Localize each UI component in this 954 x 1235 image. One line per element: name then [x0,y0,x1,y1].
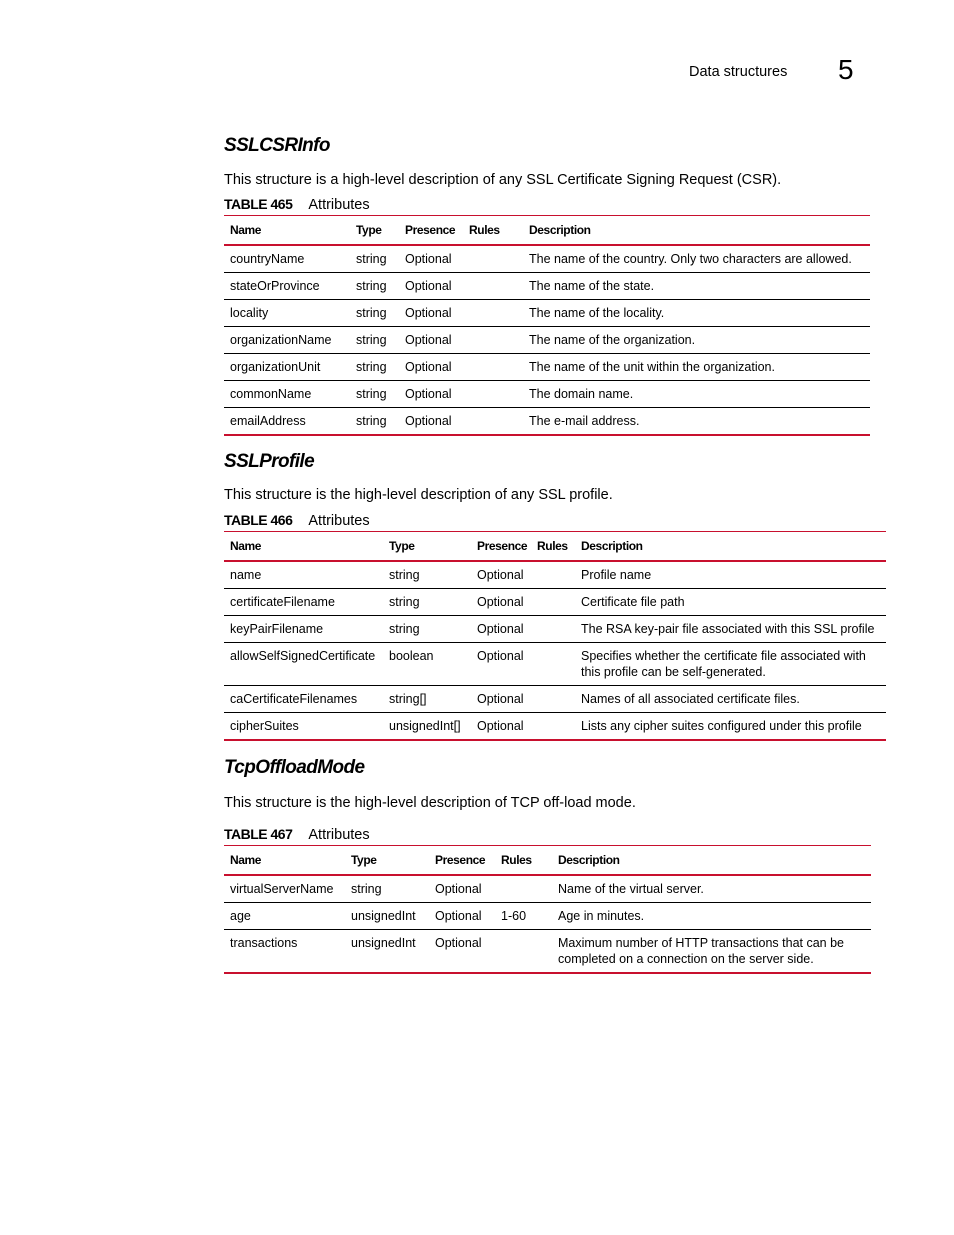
cell-name: emailAddress [230,414,306,428]
cell-description: Maximum number of HTTP transactions that can be completed on a connection on the server side. [558,936,844,966]
cell-presence: Optional [477,719,524,733]
cell-description: Certificate file path [575,589,886,616]
column-header-type: Type [350,216,399,246]
cell-description: The name of the state. [523,273,870,300]
cell-name: name [224,561,383,589]
table-row [224,561,886,589]
table-header-row [224,846,871,876]
table-label: TABLE 466 [224,512,293,528]
cell-presence: Optional [429,875,495,903]
column-header-type: Type [345,846,429,876]
cell-rules [463,273,523,300]
cell-rules [531,589,575,616]
cell-presence: Optional [435,936,482,950]
cell-type: string [383,616,471,643]
column-header-description: Description [523,216,870,246]
table-label: TABLE 465 [224,196,293,212]
cell-type: string [356,414,387,428]
cell-type: string [350,354,399,381]
section-description: This structure is the high-level description of TCP off-load mode. [224,795,636,811]
cell-name: keyPairFilename [224,616,383,643]
cell-name: countryName [224,245,350,273]
cell-type: boolean [383,643,471,686]
cell-presence: Optional [399,273,463,300]
cell-presence: Optional [471,589,531,616]
cell-rules [531,616,575,643]
column-header-type: Type [383,532,471,562]
cell-description: Age in minutes. [552,903,871,930]
cell-name: certificateFilename [224,589,383,616]
table-row [224,875,871,903]
cell-description: The name of the unit within the organization. [523,354,870,381]
column-header-name: Name [224,216,350,246]
column-header-name: Name [224,532,383,562]
cell-name: caCertificateFilenames [224,686,383,713]
cell-type: string[] [383,686,471,713]
column-header-name: Name [224,846,345,876]
column-header-rules: Rules [495,846,552,876]
cell-type: string [350,381,399,408]
cell-description: Profile name [575,561,886,589]
cell-name: organizationName [224,327,350,354]
column-header-description: Description [575,532,886,562]
cell-presence: Optional [399,381,463,408]
cell-name: stateOrProvince [224,273,350,300]
section-description: This structure is the high-level description of any SSL profile. [224,487,613,503]
cell-name: organizationUnit [224,354,350,381]
cell-presence: Optional [399,300,463,327]
table-row [224,616,886,643]
column-header-presence: Presence [471,532,531,562]
cell-presence: Optional [471,561,531,589]
cell-name: cipherSuites [230,719,299,733]
cell-rules [531,643,575,686]
table-row [224,643,886,686]
cell-presence: Optional [405,414,452,428]
cell-type: string [383,561,471,589]
table-row [224,354,870,381]
column-header-rules: Rules [463,216,523,246]
table-row [224,273,870,300]
table-row [224,686,886,713]
table-header-row [224,216,870,246]
cell-name: virtualServerName [224,875,345,903]
cell-description: The name of the country. Only two characters are allowed. [523,245,870,273]
cell-type: string [383,589,471,616]
cell-rules [463,381,523,408]
cell-description: Names of all associated certificate files. [575,686,886,713]
attributes-table [224,215,870,436]
table-caption-title: Attributes [308,197,370,213]
cell-name: transactions [230,936,298,950]
cell-type: string [350,245,399,273]
table-row [224,245,870,273]
cell-name: locality [224,300,350,327]
table-caption [224,823,871,845]
table-row [224,327,870,354]
cell-rules: 1-60 [495,903,552,930]
table-caption [224,509,886,531]
table-row [224,408,870,436]
cell-description: The name of the organization. [523,327,870,354]
cell-rules [495,875,552,903]
cell-type: string [350,300,399,327]
cell-presence: Optional [471,643,531,686]
table-row [224,713,886,741]
table-caption-title: Attributes [308,827,370,843]
cell-description: The e-mail address. [529,414,640,428]
cell-presence: Optional [399,245,463,273]
table-row [224,930,871,974]
cell-presence: Optional [471,686,531,713]
running-head: Data structures [689,64,788,80]
table-caption-title: Attributes [308,513,370,529]
cell-rules [463,354,523,381]
table-row [224,300,870,327]
column-header-presence: Presence [429,846,495,876]
table-header-row [224,532,886,562]
cell-rules [463,245,523,273]
cell-description: The domain name. [523,381,870,408]
cell-rules [531,713,575,741]
cell-rules [531,561,575,589]
section-title: SSLProfile [224,451,315,472]
attributes-table [224,531,886,741]
cell-type: string [350,273,399,300]
cell-description: The name of the locality. [523,300,870,327]
cell-type: unsignedInt [345,903,429,930]
column-header-description: Description [552,846,871,876]
cell-name: age [224,903,345,930]
column-header-presence: Presence [399,216,463,246]
cell-description: The RSA key-pair file associated with this SSL profile [575,616,886,643]
table-row [224,903,871,930]
cell-name: allowSelfSignedCertificate [224,643,383,686]
table-caption [224,193,870,215]
cell-presence: Optional [471,616,531,643]
section-tcpoffloadmode [224,755,871,974]
cell-rules [463,408,523,436]
cell-presence: Optional [399,354,463,381]
cell-type: unsignedInt[] [389,719,461,733]
section-sslcsrinfo [224,133,870,436]
cell-rules [495,930,552,974]
chapter-number: 5 [838,54,854,85]
cell-rules [463,300,523,327]
section-title: SSLCSRInfo [224,135,330,156]
cell-rules [531,686,575,713]
cell-description: Specifies whether the certificate file associated with this profile can be self-generated. [575,643,886,686]
cell-presence: Optional [429,903,495,930]
cell-type: string [350,327,399,354]
table-row [224,589,886,616]
section-sslprofile [224,449,886,741]
attributes-table [224,845,871,974]
cell-type: unsignedInt [351,936,416,950]
cell-name: commonName [224,381,350,408]
cell-type: string [345,875,429,903]
section-title: TcpOffloadMode [224,757,365,778]
table-row [224,381,870,408]
section-description: This structure is a high-level description of any SSL Certificate Signing Request (CSR). [224,172,782,188]
table-label: TABLE 467 [224,826,293,842]
cell-rules [463,327,523,354]
column-header-rules: Rules [531,532,575,562]
cell-description: Lists any cipher suites configured under this profile [581,719,862,733]
cell-description: Name of the virtual server. [552,875,871,903]
cell-presence: Optional [399,327,463,354]
